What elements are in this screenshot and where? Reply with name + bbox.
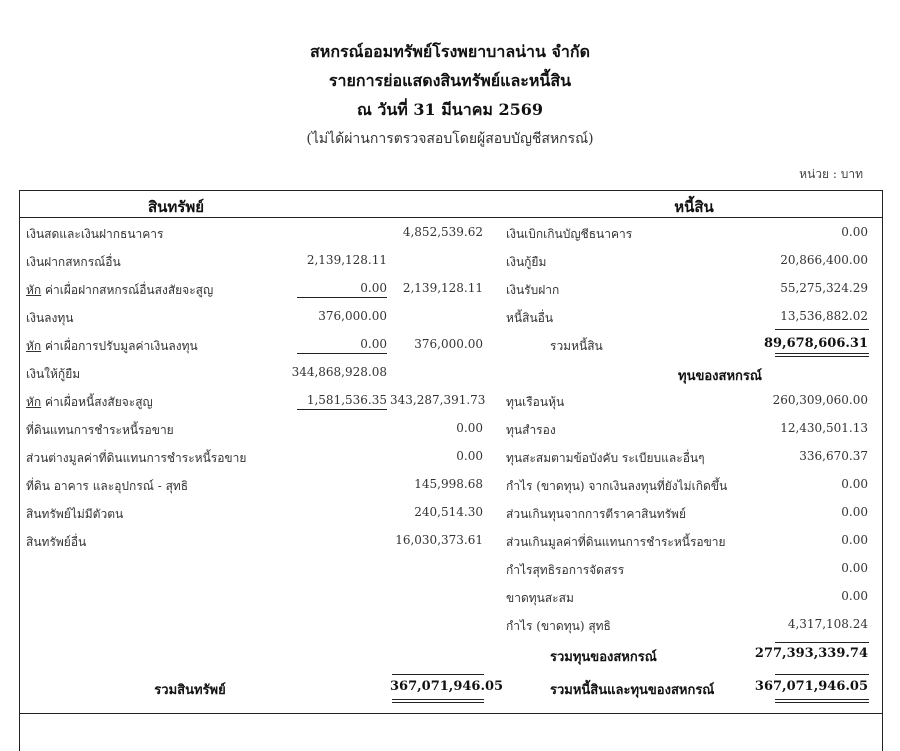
equity-label: ทุนสำรอง bbox=[506, 423, 556, 437]
asset-net: 2,139,128.11 bbox=[402, 281, 483, 295]
asset-gross: 1,581,536.35 bbox=[306, 393, 387, 407]
equity-value: 0.00 bbox=[841, 533, 868, 547]
asset-label: สินทรัพย์ไม่มีตัวตน bbox=[26, 507, 124, 521]
liability-value: 20,866,400.00 bbox=[780, 253, 868, 267]
equity-value: 12,430,501.13 bbox=[780, 421, 868, 435]
asset-label bbox=[26, 281, 213, 300]
table-row bbox=[20, 305, 882, 328]
subtotal-rule bbox=[297, 409, 387, 410]
liability-label: เงินเบิกเกินบัญชีธนาคาร bbox=[506, 227, 633, 241]
org-title: สหกรณ์ออมทรัพย์โรงพยาบาลน่าน จำกัด bbox=[310, 42, 590, 61]
asset-net: 0.00 bbox=[456, 421, 483, 435]
asset-net: 145,998.68 bbox=[414, 477, 483, 491]
subtotal-rule bbox=[297, 353, 387, 354]
asset-label-text: ค่าเผื่อหนี้สงสัยจะสูญ bbox=[41, 395, 153, 409]
liability-value: 13,536,882.02 bbox=[780, 309, 868, 323]
table-row bbox=[20, 557, 882, 580]
audit-note: (ไม่ได้ผ่านการตรวจสอบโดยผู้สอบบัญชีสหกรณ์) bbox=[306, 131, 594, 147]
equity-value: 336,670.37 bbox=[799, 449, 868, 463]
equity-label: ส่วนเกินมูลค่าที่ดินแทนการชำระหนี้รอขาย bbox=[506, 535, 726, 549]
table-row bbox=[20, 277, 882, 300]
table-row bbox=[20, 249, 882, 272]
equity-total-value: 277,393,339.74 bbox=[754, 646, 868, 661]
liability-label: เงินกู้ยืม bbox=[506, 255, 547, 269]
total-rule bbox=[775, 699, 869, 700]
asset-label-text: ค่าเผื่อการปรับมูลค่าเงินลงทุน bbox=[41, 339, 198, 353]
unit-label: หน่วย : บาท bbox=[799, 167, 863, 181]
table-row bbox=[20, 473, 882, 496]
equity-value: 4,317,108.24 bbox=[787, 617, 868, 631]
equity-label: กำไร (ขาดทุน) จากเงินลงทุนที่ยังไม่เกิดขึ้น bbox=[506, 479, 728, 493]
equity-value: 0.00 bbox=[841, 561, 868, 575]
table-row bbox=[20, 417, 882, 440]
asset-label: สินทรัพย์อื่น bbox=[26, 535, 87, 549]
asset-label: เงินให้กู้ยืม bbox=[26, 367, 81, 381]
asset-label: ส่วนต่างมูลค่าที่ดินแทนการชำระหนี้รอขาย bbox=[26, 451, 247, 465]
less-prefix: หัก bbox=[26, 395, 42, 409]
equity-label: ส่วนเกินทุนจากการตีราคาสินทรัพย์ bbox=[506, 507, 686, 521]
liabilities-heading: หนี้สิน bbox=[674, 198, 714, 216]
equity-label: ทุนสะสมตามข้อบังคับ ระเบียบและอื่นๆ bbox=[506, 451, 705, 465]
table-row bbox=[20, 642, 882, 665]
report-title: รายการย่อแสดงสินทรัพย์และหนี้สิน bbox=[328, 71, 572, 90]
table-row bbox=[20, 529, 882, 552]
asset-net: 376,000.00 bbox=[414, 337, 483, 351]
table-row bbox=[20, 333, 882, 356]
equity-label: กำไรสุทธิรอการจัดสรร bbox=[506, 563, 625, 577]
asset-net: 343,287,391.73 bbox=[390, 393, 486, 407]
report-date: ณ วันที่ 31 มีนาคม 2569 bbox=[356, 100, 544, 119]
total-rule bbox=[775, 702, 869, 703]
asset-label: เงินสดและเงินฝากธนาคาร bbox=[26, 227, 164, 241]
liability-label: หนี้สินอื่น bbox=[506, 311, 554, 325]
liabilities-total-value: 89,678,606.31 bbox=[763, 336, 868, 351]
equity-value: 260,309,060.00 bbox=[772, 393, 868, 407]
total-rule bbox=[392, 699, 484, 700]
asset-net: 4,852,539.62 bbox=[402, 225, 483, 239]
liability-value: 0.00 bbox=[841, 225, 868, 239]
asset-label: เงินฝากสหกรณ์อื่น bbox=[26, 255, 121, 269]
equity-total-label: รวมทุนของสหกรณ์ bbox=[550, 650, 657, 665]
asset-net: 0.00 bbox=[456, 449, 483, 463]
equity-label: กำไร (ขาดทุน) สุทธิ bbox=[506, 619, 611, 633]
subtotal-rule bbox=[775, 642, 869, 643]
equity-value: 0.00 bbox=[841, 589, 868, 603]
table-bottom-divider bbox=[20, 713, 882, 714]
header-divider bbox=[20, 217, 882, 218]
table-row bbox=[20, 501, 882, 524]
total-rule bbox=[392, 674, 484, 675]
liabilities-total-label: รวมหนี้สิน bbox=[550, 339, 603, 353]
asset-label bbox=[26, 393, 153, 412]
table-row bbox=[20, 221, 882, 244]
equity-value: 0.00 bbox=[841, 477, 868, 491]
table-row bbox=[20, 361, 882, 384]
equity-value: 0.00 bbox=[841, 505, 868, 519]
asset-gross: 0.00 bbox=[360, 281, 387, 295]
table-row bbox=[20, 445, 882, 468]
equity-label: ทุนเรือนหุ้น bbox=[506, 395, 565, 409]
asset-label: ที่ดินแทนการชำระหนี้รอขาย bbox=[26, 423, 174, 437]
table-row bbox=[20, 389, 882, 412]
total-rule bbox=[392, 702, 484, 703]
asset-net: 16,030,373.61 bbox=[395, 533, 483, 547]
less-prefix: หัก bbox=[26, 283, 42, 297]
equity-label: ขาดทุนสะสม bbox=[506, 591, 574, 605]
table-row bbox=[20, 675, 882, 698]
equity-heading: ทุนของสหกรณ์ bbox=[678, 369, 762, 384]
asset-label: ที่ดิน อาคาร และอุปกรณ์ - สุทธิ bbox=[26, 479, 189, 493]
assets-total-value: 367,071,946.05 bbox=[390, 679, 504, 694]
asset-gross: 376,000.00 bbox=[318, 309, 387, 323]
subtotal-rule bbox=[297, 297, 387, 298]
total-rule bbox=[775, 674, 869, 675]
asset-label bbox=[26, 337, 198, 356]
asset-gross: 0.00 bbox=[360, 337, 387, 351]
liability-value: 55,275,324.29 bbox=[780, 281, 868, 295]
asset-net: 240,514.30 bbox=[414, 505, 483, 519]
less-prefix: หัก bbox=[26, 339, 42, 353]
total-rule bbox=[775, 353, 869, 354]
assets-total-label: รวมสินทรัพย์ bbox=[154, 683, 226, 698]
asset-gross: 2,139,128.11 bbox=[306, 253, 387, 267]
asset-label-text: ค่าเผื่อฝากสหกรณ์อื่นสงสัยจะสูญ bbox=[41, 283, 214, 297]
grand-total-value: 367,071,946.05 bbox=[754, 679, 868, 694]
asset-label: เงินลงทุน bbox=[26, 311, 74, 325]
balance-sheet-table bbox=[19, 190, 883, 751]
total-rule bbox=[775, 356, 869, 357]
subtotal-rule bbox=[775, 329, 869, 330]
assets-heading: สินทรัพย์ bbox=[147, 198, 205, 216]
asset-gross: 344,868,928.08 bbox=[291, 365, 387, 379]
grand-total-label: รวมหนี้สินและทุนของสหกรณ์ bbox=[550, 683, 715, 698]
table-row bbox=[20, 585, 882, 608]
liability-label: เงินรับฝาก bbox=[506, 283, 560, 297]
table-row bbox=[20, 613, 882, 636]
